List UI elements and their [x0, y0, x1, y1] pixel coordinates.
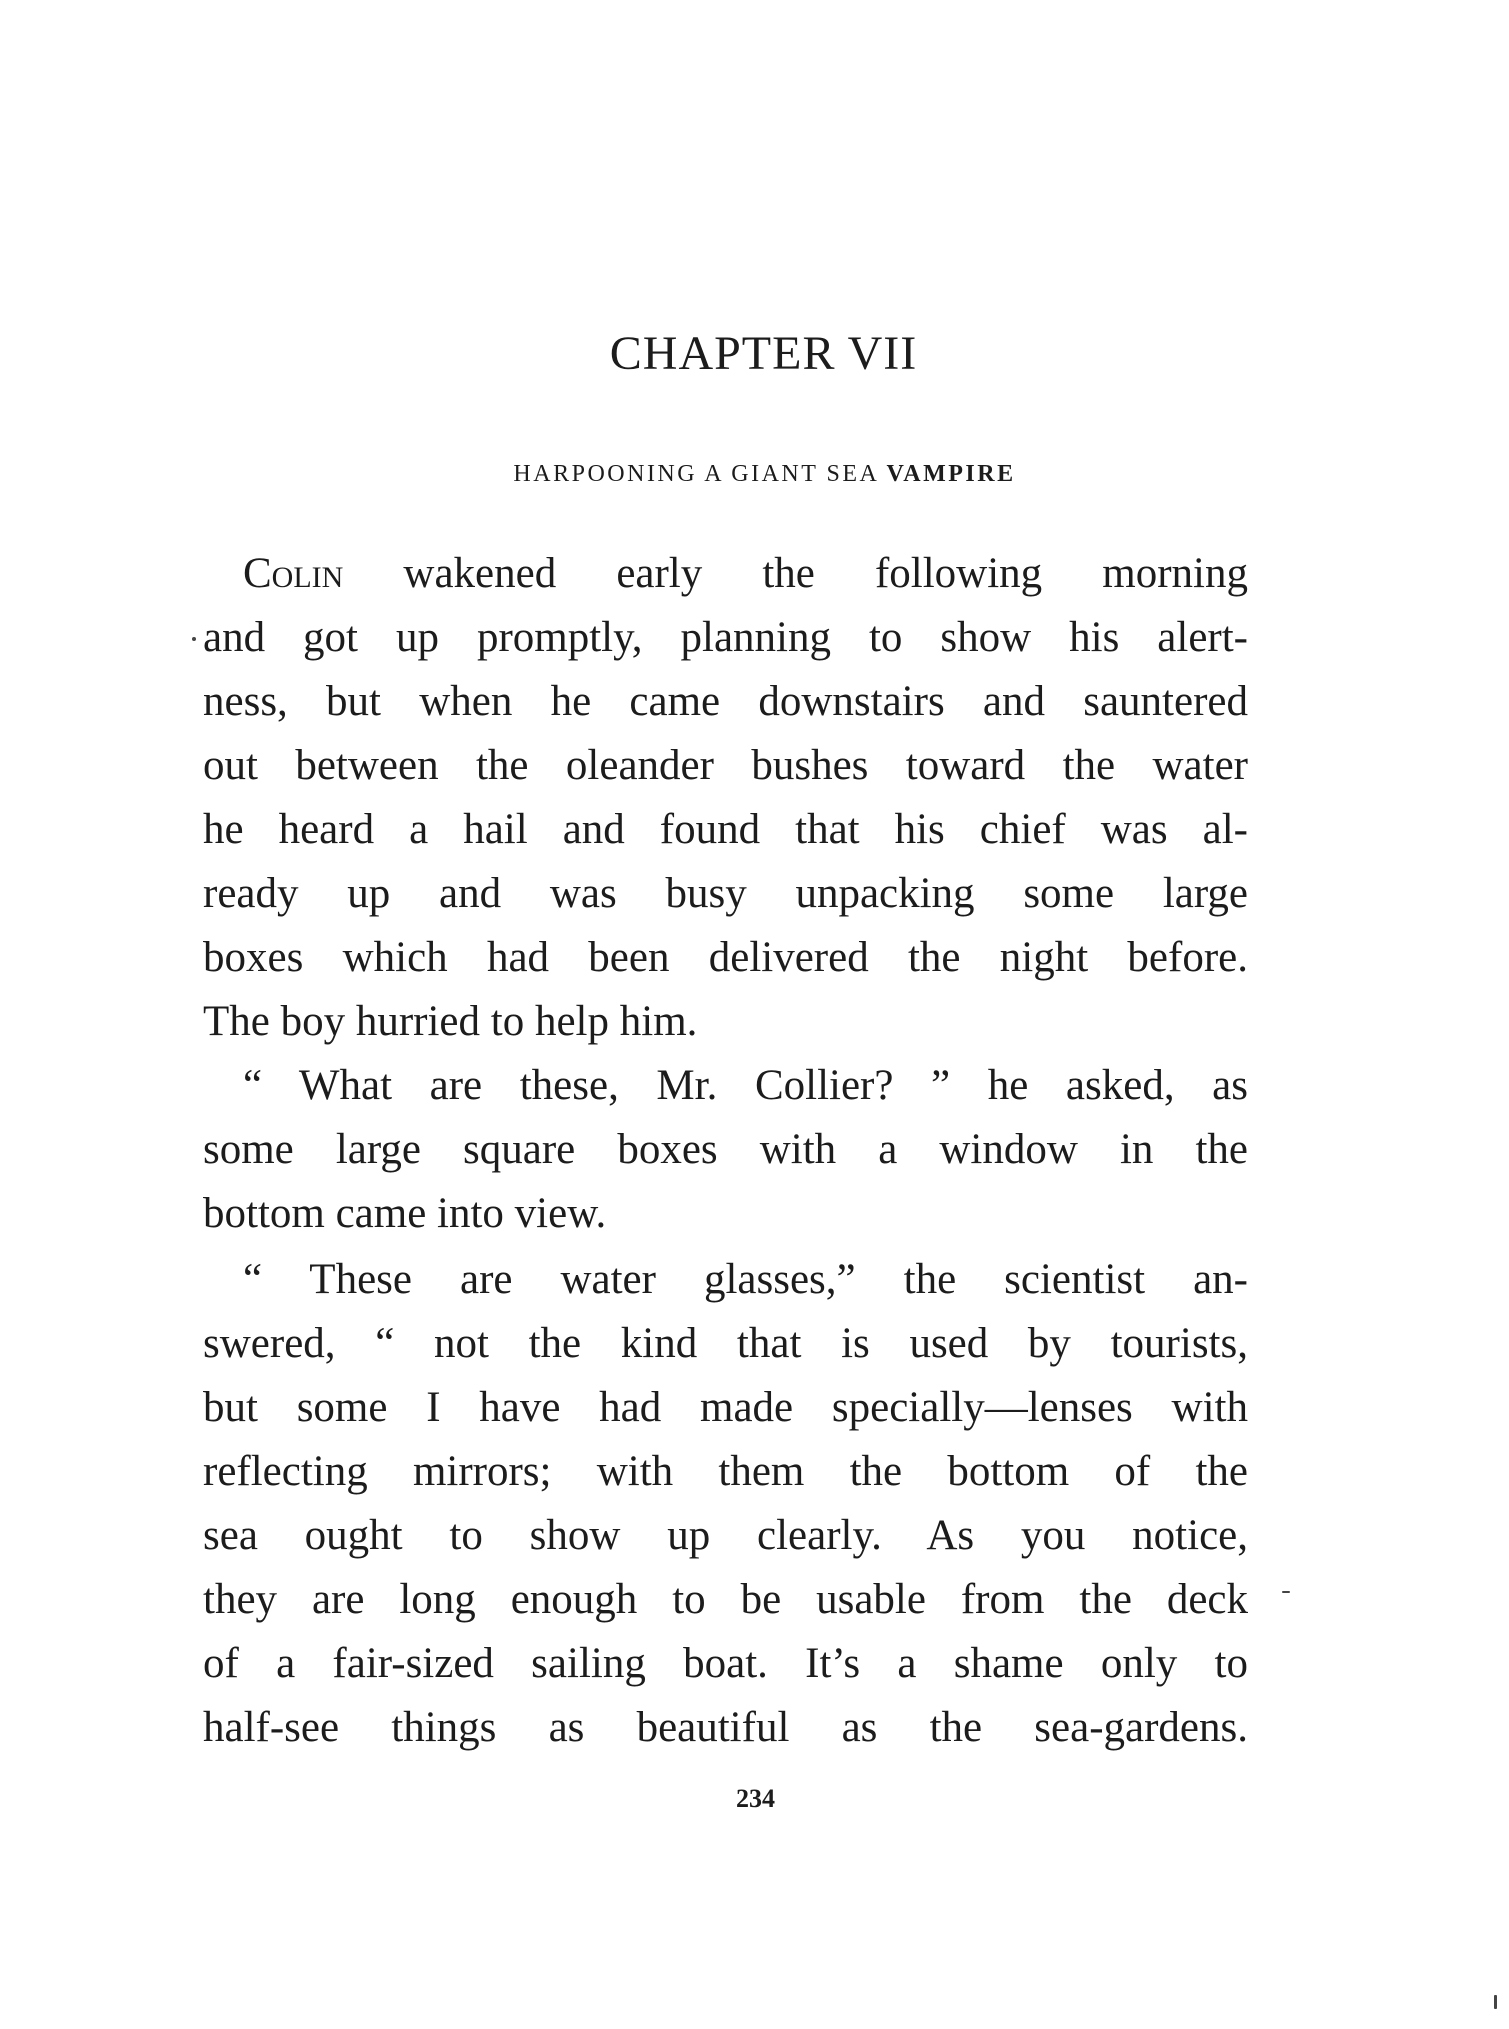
text-line: boxes which had been delivered the night before.	[203, 934, 1248, 981]
small-caps-word: Colin	[243, 550, 344, 597]
text-line: but some I have had made specially—lenses with	[203, 1384, 1248, 1431]
text-line: “ What are these, Mr. Collier? ” he asked, as	[243, 1062, 1248, 1109]
text-line: The boy hurried to help him.	[203, 998, 698, 1045]
text-line: swered, “ not the kind that is used by tourists,	[203, 1320, 1248, 1367]
chapter-subtitle	[0, 457, 1509, 491]
print-speck	[1282, 1591, 1290, 1593]
chapter-title: CHAPTER VII	[609, 327, 918, 380]
text-line: out between the oleander bushes toward the water	[203, 742, 1248, 789]
text-line: reflecting mirrors; with them the bottom of the	[203, 1448, 1248, 1495]
text-line: Colin wakened early the following morning	[243, 550, 1248, 597]
text-line: and got up promptly, planning to show his alert-	[203, 614, 1248, 661]
text-line: bottom came into view.	[203, 1190, 607, 1237]
text-line: half-see things as beautiful as the sea-gardens.	[203, 1704, 1248, 1751]
chapter-subtitle-main: HARPOONING A GIANT SEA	[513, 461, 887, 487]
text-line: sea ought to show up clearly. As you notice,	[203, 1512, 1248, 1559]
text-line: of a fair-sized sailing boat. It’s a shame only to	[203, 1640, 1248, 1687]
print-speck	[1494, 1995, 1497, 2009]
text-line: ready up and was busy unpacking some large	[203, 870, 1248, 917]
text-line: he heard a hail and found that his chief was al-	[203, 806, 1248, 853]
page-number: 234	[736, 1784, 775, 1813]
text-line: they are long enough to be usable from the deck	[203, 1576, 1248, 1623]
text-line: “ These are water glasses,” the scientist an-	[243, 1256, 1248, 1303]
text-line: ness, but when he came downstairs and sauntered	[203, 678, 1248, 725]
text-line: some large square boxes with a window in the	[203, 1126, 1248, 1173]
chapter-subtitle-bold: VAMPIRE	[886, 461, 1016, 487]
print-speck	[192, 637, 196, 641]
